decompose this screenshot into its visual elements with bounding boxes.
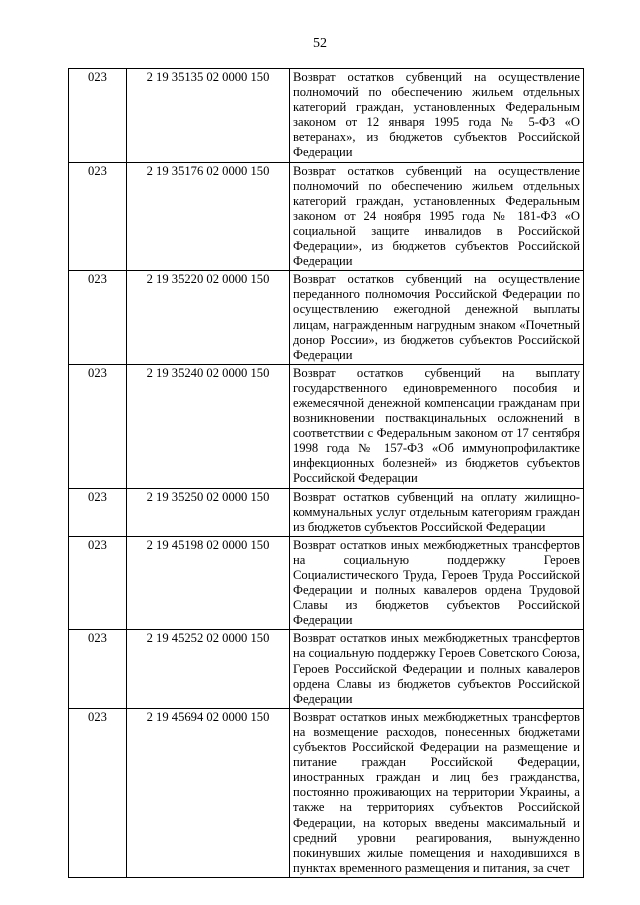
admin-code-cell: 023 [69,630,127,708]
budget-code-cell: 2 19 35220 02 0000 150 [127,271,290,365]
table-row [69,488,584,536]
admin-code-cell: 023 [69,488,127,536]
admin-code-cell: 023 [69,271,127,365]
admin-code-cell: 023 [69,708,127,877]
page-number: 52 [313,36,327,51]
budget-codes-table [68,68,584,878]
table-row [69,162,584,271]
description-cell: Возврат остатков иных межбюджетных трансфертов на социальную поддержку Героев Социалистического Труда, Героев Труда Российской Федерации и полных кавалеров ордена Трудовой Славы из бюджетов субъектов Российской Федерации [290,536,584,630]
table-row [69,69,584,163]
budget-code-cell: 2 19 45252 02 0000 150 [127,630,290,708]
description-cell: Возврат остатков иных межбюджетных трансфертов на возмещение расходов, понесенных бюджетами субъектов Российской Федерации на размещение и питание граждан Российской Федерации, иностранных граждан и лиц без гражданства, постоянно проживающих на территории Украины, а также на территориях субъектов Российской Федерации, на которых введены максимальный и средний уровни реагирования, вынужденно покинувших жилые помещения и находившихся в пунктах временного размещения и питания, за счет [290,708,584,877]
budget-code-cell: 2 19 45198 02 0000 150 [127,536,290,630]
description-cell: Возврат остатков субвенций на осуществление полномочий по обеспечению жильем отдельных категорий граждан, установленных Федеральным законом от 24 ноября 1995 года № 181-ФЗ «О социальной защите инвалидов в Российской Федерации», из бюджетов субъектов Российской Федерации [290,162,584,271]
table-row [69,364,584,488]
table-row [69,630,584,708]
admin-code-cell: 023 [69,536,127,630]
description-cell: Возврат остатков субвенций на осуществление переданного полномочия Российской Федерации по осуществлению ежегодной денежной выплаты лицам, награжденным нагрудным знаком «Почетный донор России», из бюджетов субъектов Российской Федерации [290,271,584,365]
description-cell: Возврат остатков иных межбюджетных трансфертов на социальную поддержку Героев Советского Союза, Героев Российской Федерации и полных кавалеров ордена Славы из бюджетов субъектов Российской Федерации [290,630,584,708]
budget-code-cell: 2 19 35135 02 0000 150 [127,69,290,163]
admin-code-cell: 023 [69,364,127,488]
table-row [69,271,584,365]
admin-code-cell: 023 [69,69,127,163]
table-row [69,708,584,877]
budget-code-cell: 2 19 35250 02 0000 150 [127,488,290,536]
table-row [69,536,584,630]
budget-code-cell: 2 19 35240 02 0000 150 [127,364,290,488]
description-cell: Возврат остатков субвенций на осуществление полномочий по обеспечению жильем отдельных категорий граждан, установленных Федеральным законом от 12 января 1995 года № 5-ФЗ «О ветеранах», из бюджетов субъектов Российской Федерации [290,69,584,163]
description-cell: Возврат остатков субвенций на выплату государственного единовременного пособия и ежемесячной денежной компенсации гражданам при возникновении поствакцинальных осложнений в соответствии с Федеральным законом от 17 сентября 1998 года № 157-ФЗ «Об иммунопрофилактике инфекционных болезней» из бюджетов субъектов Российской Федерации [290,364,584,488]
budget-code-cell: 2 19 35176 02 0000 150 [127,162,290,271]
description-cell: Возврат остатков субвенций на оплату жилищно-коммунальных услуг отдельным категориям граждан из бюджетов субъектов Российской Федерации [290,488,584,536]
budget-code-cell: 2 19 45694 02 0000 150 [127,708,290,877]
admin-code-cell: 023 [69,162,127,271]
